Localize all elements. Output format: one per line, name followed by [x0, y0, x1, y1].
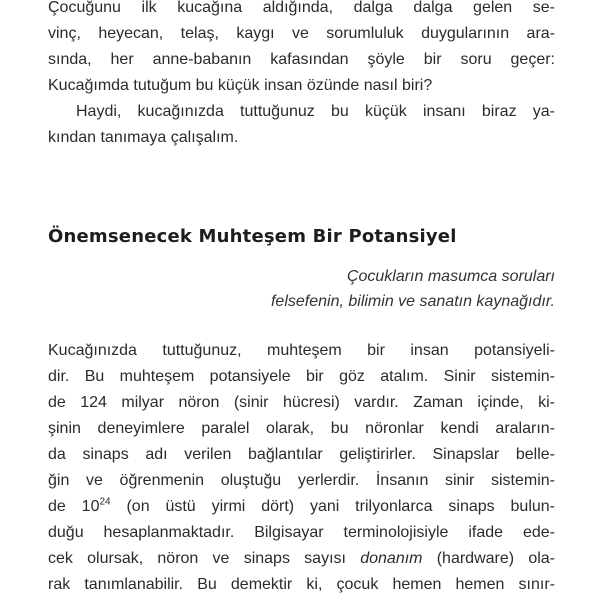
body-line: Kucağımda tutuğum bu küçük insan özünde nasıl biri?: [48, 77, 433, 94]
body-line: duğu hesaplanmaktadır. Bilgisayar terminolojisiyle ifade ede-: [48, 524, 555, 541]
line-segment: (on üstü yirmi dört) yani trilyonlarca sinaps bulun-: [110, 498, 555, 515]
body-line-superscript: [48, 494, 555, 520]
main-paragraph: [48, 338, 555, 598]
body-line: rak tanımlanabilir. Bu demektir ki, çocuk hemen hemen sınır-: [48, 576, 555, 593]
body-line: dir. Bu muhteşem potansiyele bir göz atalım. Sinir sistemin-: [48, 368, 555, 385]
line-segment: de 10: [48, 498, 100, 515]
line-segment: (hardware) ola-: [422, 550, 555, 567]
body-line: kından tanımaya çalışalım.: [48, 129, 239, 146]
body-line: Çocuğunu ilk kucağına aldığında, dalga dalga gelen se-: [48, 0, 555, 16]
italic-term: donanım: [360, 550, 423, 567]
body-line: Haydi, kucağınızda tuttuğunuz bu küçük insanı biraz ya-: [76, 103, 555, 120]
body-line: sında, her anne-babanın kafasından şöyle bir soru geçer:: [48, 51, 555, 68]
superscript-exponent: 24: [99, 496, 111, 508]
epigraph-line: felsefenin, bilimin ve sanatın kaynağıdır.: [270, 293, 555, 310]
body-line: de 124 milyar nöron (sinir hücresi) vardır. Zaman içinde, ki-: [48, 394, 555, 411]
body-line: vinç, heyecan, telaş, kaygı ve sorumluluk duygularının ara-: [48, 25, 555, 42]
body-line: Kucağınızda tuttuğunuz, muhteşem bir insan potansiyeli-: [48, 342, 555, 359]
body-line: da sinaps adı verilen bağlantılar geliştirirler. Sinapslar belle-: [48, 446, 555, 463]
epigraph: [48, 264, 555, 314]
top-paragraphs: [48, 0, 555, 151]
body-line: şinin deneyimlere paralel olarak, bu nöronlar kendi araların-: [48, 420, 555, 437]
line-segment: cek olursak, nöron ve sinaps sayısı: [48, 550, 361, 567]
body-line-italic-term: [48, 546, 555, 572]
epigraph-line: Çocukların masumca soruları: [346, 268, 555, 285]
section-heading: Önemsenecek Muhteşem Bir Potansiyel: [48, 226, 457, 247]
body-line: ğin ve öğrenmenin oluştuğu yerlerdir. İnsanın sinir sistemin-: [48, 472, 555, 489]
